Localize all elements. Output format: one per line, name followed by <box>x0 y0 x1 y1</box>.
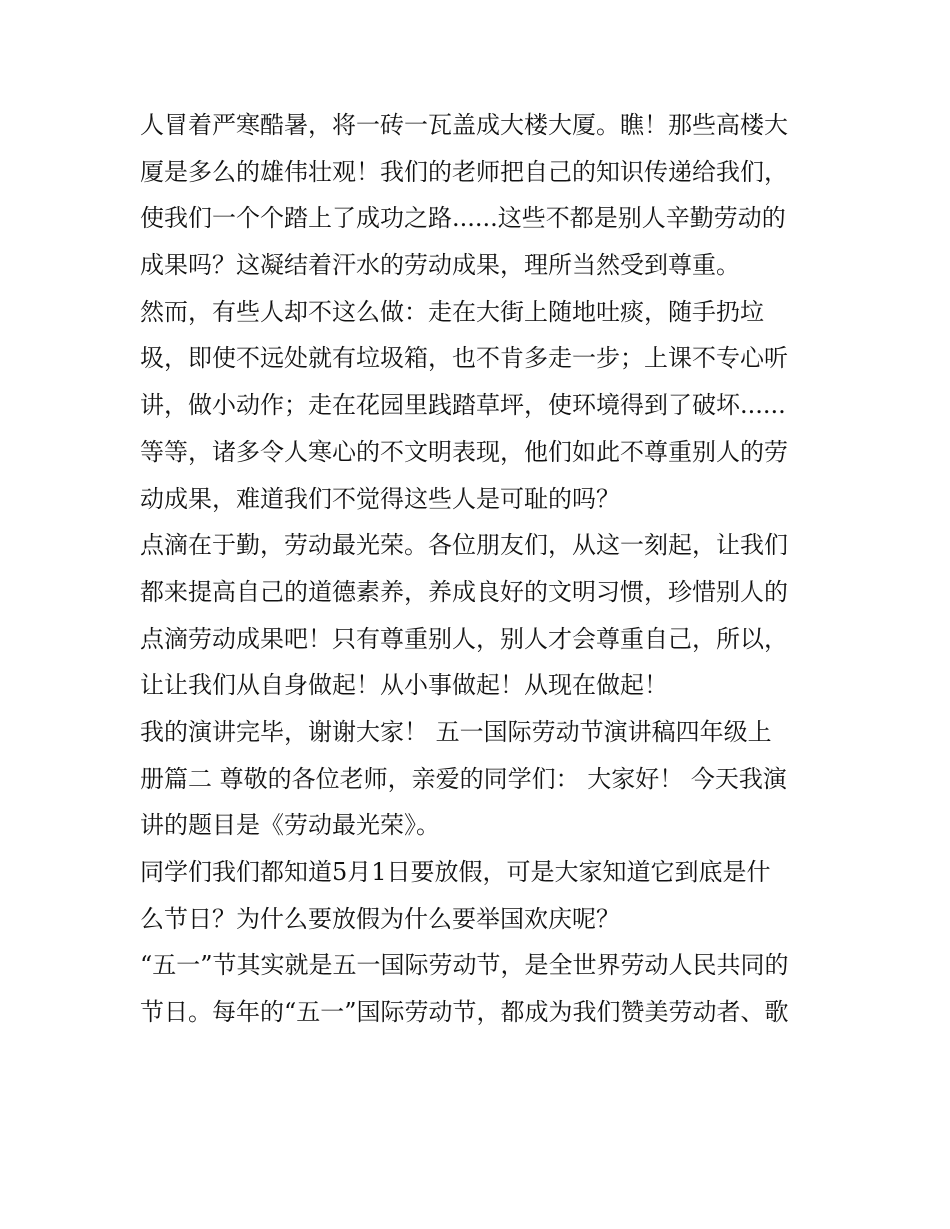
speech-text <box>140 102 812 1036</box>
text-line: 圾，即使不远处就有垃圾箱，也不肯多走一步；上课不专心听 <box>140 344 788 373</box>
text-line: 讲，做小动作；走在花园里践踏草坪，使环境得到了破坏...... <box>140 391 786 420</box>
text-line: “五一”节其实就是五一国际劳动节，是全世界劳动人民共同的 <box>140 951 789 980</box>
text-line: 然而，有些人却不这么做：走在大街上随地吐痰，随手扔垃 <box>140 297 764 326</box>
text-line: 等等，诸多令人寒心的不文明表现，他们如此不尊重别人的劳 <box>140 437 788 466</box>
text-line: 么节日？为什么要放假为什么要举国欢庆呢？ <box>140 904 620 933</box>
text-line: 同学们我们都知道5月1日要放假，可是大家知道它到底是什 <box>140 858 771 886</box>
text-line: 点滴劳动成果吧！只有尊重别人，别人才会尊重自己，所以， <box>140 624 788 653</box>
text-line: 厦是多么的雄伟壮观！我们的老师把自己的知识传递给我们， <box>140 157 788 186</box>
text-line: 册篇二 尊敬的各位老师，亲爱的同学们： 大家好！ 今天我演 <box>140 764 787 793</box>
text-line: 讲的题目是《劳动最光荣》。 <box>140 811 440 840</box>
text-line: 使我们一个个踏上了成功之路......这些不都是别人辛勤劳动的 <box>140 204 786 233</box>
text-line: 都来提高自己的道德素养，养成良好的文明习惯，珍惜别人的 <box>140 577 788 606</box>
text-line: 我的演讲完毕，谢谢大家！ 五一国际劳动节演讲稿四年级上 <box>140 717 772 746</box>
text-line: 动成果，难道我们不觉得这些人是可耻的吗？ <box>140 484 620 513</box>
text-line: 让让我们从自身做起！从小事做起！从现在做起！ <box>140 671 668 700</box>
text-line: 成果吗？这凝结着汗水的劳动成果，理所当然受到尊重。 <box>140 251 740 280</box>
text-line: 点滴在于勤，劳动最光荣。各位朋友们，从这一刻起，让我们 <box>140 531 788 560</box>
text-line: 人冒着严寒酷暑，将一砖一瓦盖成大楼大厦。瞧！那些高楼大 <box>140 111 788 139</box>
text-line: 节日。每年的“五一”国际劳动节，都成为我们赞美劳动者、歌 <box>140 998 789 1027</box>
